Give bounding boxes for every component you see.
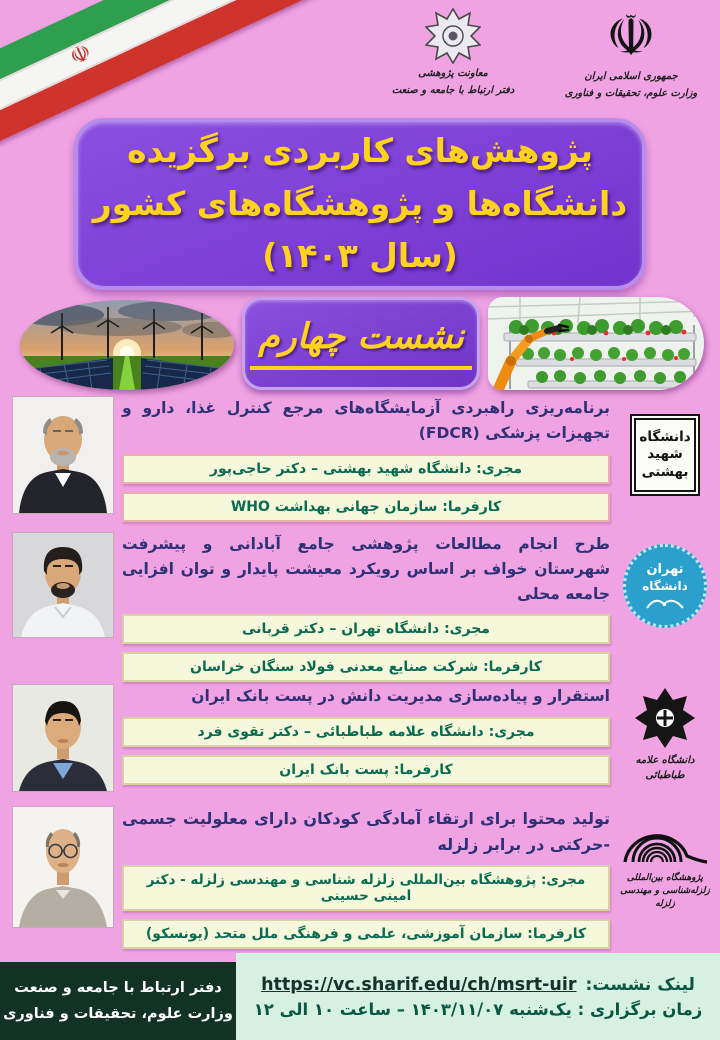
- allameh-tabatabai-university-logo: [633, 686, 697, 750]
- project-1-title: برنامه‌ریزی راهبردی آزمایشگاه‌های مرجع کنترل غذا، دارو و تجهیزات پزشکی (FDCR): [122, 399, 610, 442]
- footer-office-line-2: وزارت علوم، تحقیقات و فناوری: [3, 1006, 233, 1022]
- greenhouse-robot-image: [488, 297, 704, 390]
- project-3-executor-row: مجری: دانشگاه علامه طباطبائی – دکتر تقوی فرد: [122, 717, 610, 747]
- research-office-logo-block: [374, 8, 532, 101]
- poster-title-banner: [74, 118, 646, 290]
- ornament-star-icon: [425, 8, 481, 64]
- project-4: [12, 806, 712, 949]
- session-link[interactable]: https://vc.sharif.edu/ch/msrt-uir: [261, 974, 577, 995]
- project-2-logo-col: [618, 532, 712, 682]
- session-badge: [242, 297, 480, 390]
- ut-logo-line: تهران: [646, 562, 684, 578]
- session-label: نشست چهارم: [250, 317, 472, 370]
- research-office-caption-2: دفتر ارتباط با جامعه و صنعت: [391, 85, 515, 96]
- ut-logo-line: دانشگاه: [642, 578, 688, 593]
- project-4-photo-col: [12, 806, 114, 949]
- ut-wings-icon: [643, 594, 687, 610]
- poster-title-line-3: (سال ۱۴۰۳): [262, 236, 458, 276]
- poster-title-line-1: پژوهش‌های کاربردی برگزیده: [127, 130, 593, 170]
- allameh-logo-caption: دانشگاه علامه طباطبائی: [635, 755, 695, 781]
- project-2-executor-row: مجری: دانشگاه تهران – دکتر قربانی: [122, 614, 610, 644]
- header-logos: [374, 4, 710, 101]
- footer-office-line-1: دفتر ارتباط با جامعه و صنعت: [14, 979, 222, 996]
- sbu-logo-line: بهشتی: [641, 463, 689, 480]
- project-4-client-row: کارفرما: سازمان آموزشی، علمی و فرهنگی ملل متحد (یونسکو): [122, 919, 610, 949]
- session-link-label: لینک نشست:: [585, 974, 695, 995]
- project-3-client-row: کارفرما: پست بانک ایران: [122, 755, 610, 785]
- project-2-client-row: کارفرما: شرکت صنایع معدنی فولاد سنگان خراسان: [122, 652, 610, 682]
- project-2-title: طرح انجام مطالعات پژوهشی جامع آبادانی و پیشرفت شهرستان خواف بر اساس رویکرد معیشت پایدار و توان افزایی جامعه محلی: [122, 535, 610, 603]
- portrait-photo-amini-hosseini: [12, 806, 114, 928]
- project-2-photo-col: [12, 532, 114, 682]
- ministry-caption-1: جمهوری اسلامی ایران: [584, 70, 678, 82]
- sbu-logo-line: دانشگاه: [639, 428, 691, 445]
- project-2: [12, 532, 712, 682]
- project-1-client-row: کارفرما: سازمان جهانی بهداشت WHO: [122, 492, 610, 522]
- research-office-caption-1: معاونت پژوهشی: [418, 68, 488, 79]
- project-3: [12, 684, 712, 792]
- project-1-executor-row: مجری: دانشگاه شهید بهشتی – دکتر حاجی‌پور: [122, 454, 610, 484]
- project-3-photo-col: [12, 684, 114, 792]
- iiees-logo: [621, 812, 709, 868]
- project-3-title: استقرار و پیاده‌سازی مدیریت دانش در پست بانک ایران: [191, 687, 610, 705]
- project-1: [12, 396, 712, 522]
- session-link-line: [246, 975, 710, 995]
- iran-emblem-icon: ☫: [66, 39, 96, 72]
- ministry-caption-2: وزارت علوم، تحقیقات و فناوری: [564, 87, 698, 99]
- iran-coat-of-arms-icon: ☫: [605, 4, 657, 69]
- project-4-logo-col: [618, 806, 712, 949]
- wind-solar-image: [20, 300, 234, 390]
- project-1-logo-col: [618, 396, 712, 522]
- project-4-title: تولید محتوا برای ارتقاء آمادگی کودکان دارای معلولیت جسمی -حرکتی در برابر زلزله: [122, 809, 610, 854]
- project-4-executor-row: مجری: پژوهشگاه بین‌المللی زلزله شناسی و مهندسی زلزله - دکتر امینی حسینی: [122, 865, 610, 911]
- iiees-logo-caption: پژوهشگاه بین‌المللی زلزله‌شناسی و مهندسی زلزله: [620, 873, 710, 910]
- portrait-photo-taghavifard: [12, 684, 114, 792]
- university-of-tehran-logo: [623, 544, 707, 628]
- footer-office-box: [0, 962, 236, 1040]
- sbu-logo-line: شهید: [647, 446, 683, 463]
- shahid-beheshti-university-logo: [630, 414, 700, 496]
- ministry-logo-block: [552, 4, 710, 101]
- poster-title-line-2: دانشگاه‌ها و پژوهشگاه‌های کشور: [92, 183, 628, 223]
- portrait-photo-ghorbani: [12, 532, 114, 638]
- project-3-logo-col: [618, 684, 712, 792]
- footer-session-info: [236, 953, 720, 1040]
- session-schedule: زمان برگزاری : یک‌شنبه ۱۴۰۳/۱۱/۰۷ – ساعت ۱۰ الی ۱۲: [253, 999, 703, 1019]
- portrait-photo-hajipour: [12, 396, 114, 514]
- project-1-photo-col: [12, 396, 114, 522]
